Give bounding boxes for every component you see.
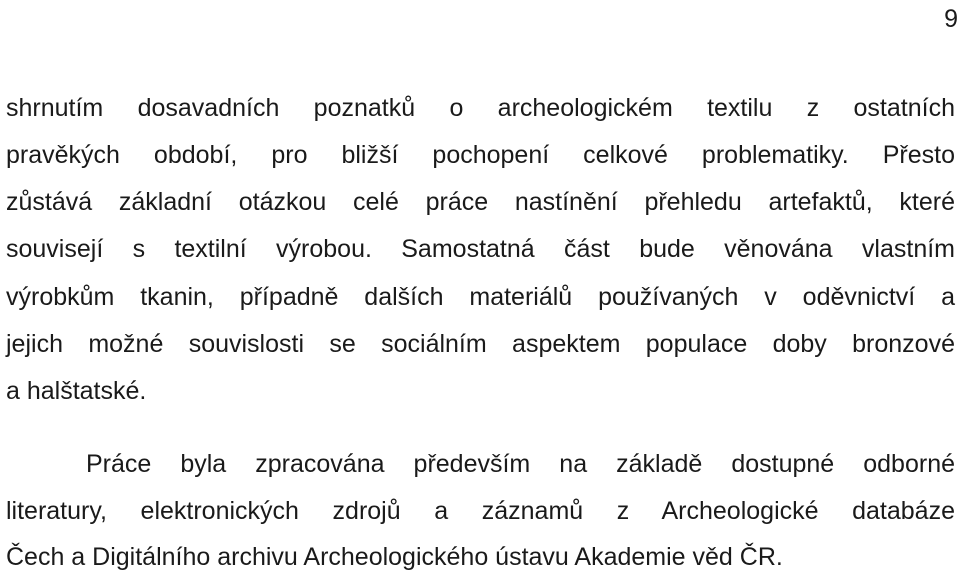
paragraph-line: shrnutím dosavadních poznatků o archeologickém textilu z ostatních: [6, 94, 955, 122]
paragraph-line: zůstává základní otázkou celé práce nastínění přehledu artefaktů, které: [6, 188, 955, 216]
page-number: 9: [944, 5, 958, 33]
paragraph-line: Čech a Digitálního archivu Archeologického ústavu Akademie věd ČR.: [6, 543, 783, 571]
paragraph-line: pravěkých období, pro bližší pochopení celkové problematiky. Přesto: [6, 141, 955, 169]
paragraph-line: Práce byla zpracována především na základě dostupné odborné: [86, 450, 955, 478]
paragraph-line: jejich možné souvislosti se sociálním aspektem populace doby bronzové: [6, 330, 955, 358]
paragraph-line: souvisejí s textilní výrobou. Samostatná část bude věnována vlastním: [6, 235, 955, 263]
paragraph-line: výrobkům tkanin, případně dalších materiálů používaných v oděvnictví a: [6, 283, 955, 311]
paragraph-line: literatury, elektronických zdrojů a záznamů z Archeologické databáze: [6, 497, 955, 525]
paragraph-line: a halštatské.: [6, 377, 147, 405]
